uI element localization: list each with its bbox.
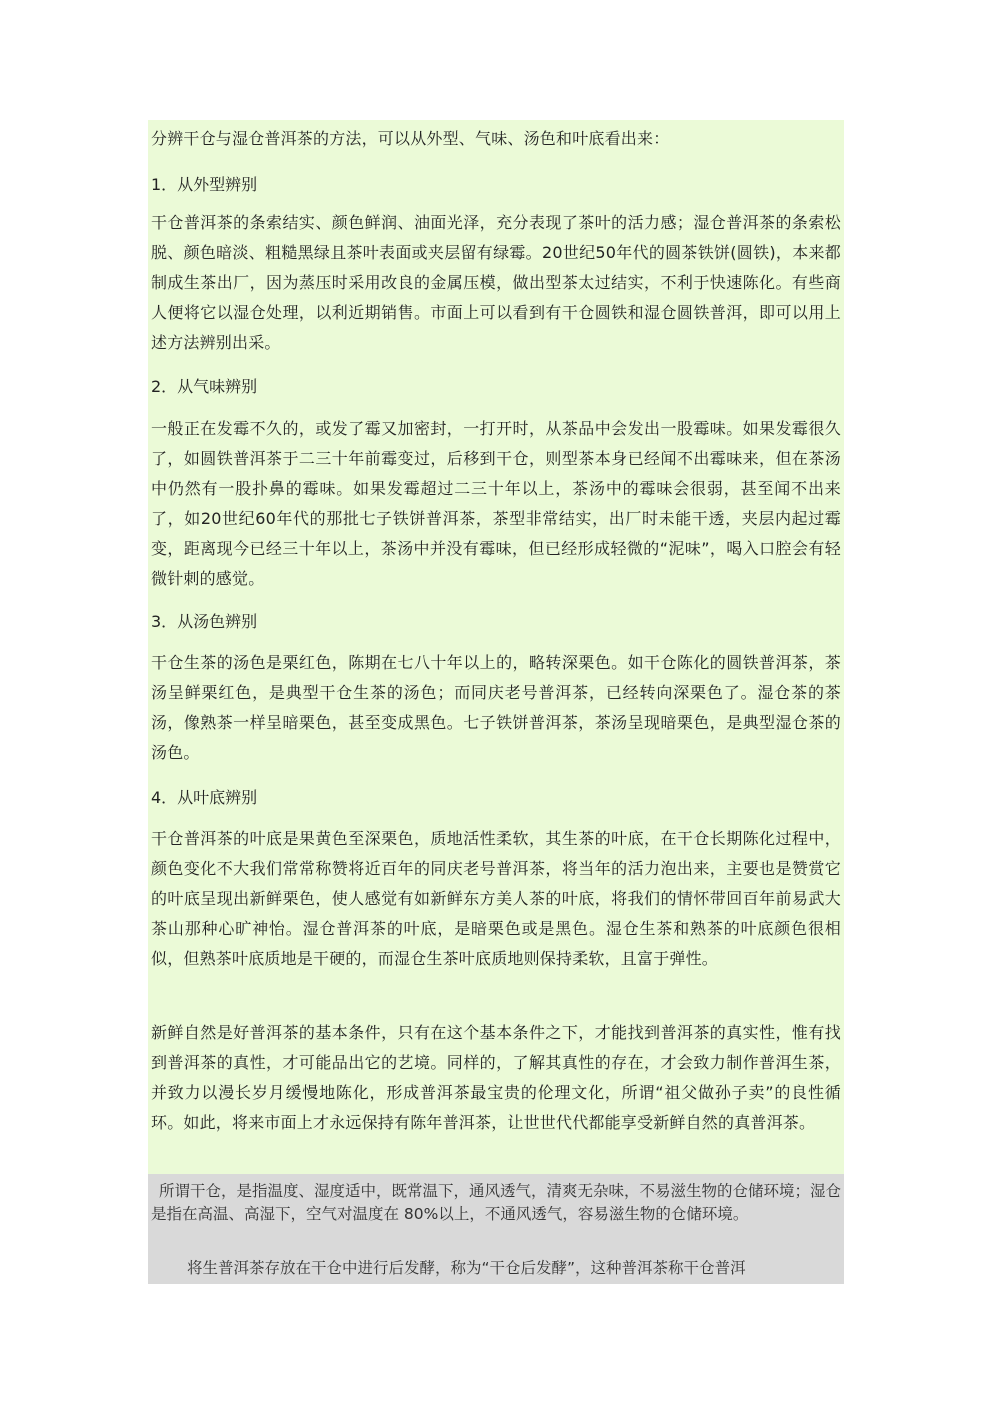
section-body-appearance: 干仓普洱茶的条索结实、颜色鲜润、油面光泽，充分表现了茶叶的活力感；湿仓普洱茶的条索松脱、颜色暗淡、粗糙黑绿且茶叶表面或夹层留有绿霉。20世纪50年代的圆茶铁饼(圆铁)，本来都制成生茶出厂，因为蒸压时采用改良的金属压模，做出型茶太过结实，不利于快速陈化。有些商人便将它以湿仓处理，以利近期销售。市面上可以看到有干仓圆铁和湿仓圆铁普洱，即可以用上述方法辨别出采。: [151, 213, 841, 352]
section-heading-leaf-base: 4．从叶底辨别: [151, 788, 258, 807]
definition-paragraph: 所谓干仓，是指温度、湿度适中，既常温下，通风透气，清爽无杂味，不易滋生物的仓储环境；湿仓是指在高温、高湿下，空气对温度在 80%以上，不通风透气，容易滋生物的仓储环境。: [151, 1182, 842, 1223]
closing-paragraph: 新鲜自然是好普洱茶的基本条件，只有在这个基本条件之下，才能找到普洱茶的真实性，惟有找到普洱茶的真性，才可能品出它的艺境。同样的，了解其真性的存在，才会致力制作普洱生茶，并致力以漫长岁月缓慢地陈化，形成普洱茶最宝贵的伦理文化，所谓“祖父做孙子卖”的良性循环。如此，将来市面上才永远保持有陈年普洱茶，让世世代代都能享受新鲜自然的真普洱茶。: [151, 1023, 841, 1132]
section-heading-liquor-color: 3．从汤色辨别: [151, 612, 258, 631]
intro-paragraph: 分辨干仓与湿仓普洱茶的方法，可以从外型、气味、汤色和叶底看出来：: [151, 129, 670, 148]
section-body-leaf-base: 干仓普洱茶的叶底是果黄色至深栗色，质地活性柔软，其生茶的叶底，在干仓长期陈化过程中，颜色变化不大我们常常称赞将近百年的同庆老号普洱茶，将当年的活力泡出来，主要也是赞赏它的叶底呈现出新鲜栗色，使人感觉有如新鲜东方美人茶的叶底，将我们的情怀带回百年前易武大茶山那种心旷神怡。湿仓普洱茶的叶底，是暗栗色或是黑色。湿仓生茶和熟茶的叶底颜色很相似，但熟茶叶底质地是干硬的，而湿仓生茶叶底质地则保持柔软，且富于弹性。: [151, 829, 841, 968]
section-heading-appearance: 1．从外型辨别: [151, 175, 258, 194]
section-heading-smell: 2．从气味辨别: [151, 377, 258, 396]
section-body-smell: 一般正在发霉不久的，或发了霉又加密封，一打开时，从茶品中会发出一股霉味。如果发霉很久了，如圆铁普洱茶于二三十年前霉变过，后移到干仓，则型茶本身已经闻不出霉味来，但在茶汤中仍然有一股扑鼻的霉味。如果发霉超过二三十年以上，茶汤中的霉味会很弱，甚至闻不出来了，如20世纪60年代的那批七子铁饼普洱茶，茶型非常结实，出厂时未能干透，夹层内起过霉变，距离现今已经三十年以上，茶汤中并没有霉味，但已经形成轻微的“泥味”，喝入口腔会有轻微针刺的感觉。: [151, 419, 841, 588]
section-body-liquor-color: 干仓生茶的汤色是栗红色，陈期在七八十年以上的，略转深栗色。如干仓陈化的圆铁普洱茶，茶汤呈鲜栗红色，是典型干仓生茶的汤色；而同庆老号普洱茶，已经转向深栗色了。湿仓茶的茶汤，像熟茶一样呈暗栗色，甚至变成黑色。七子铁饼普洱茶，茶汤呈现暗栗色，是典型湿仓茶的汤色。: [151, 653, 841, 762]
continuation-paragraph: 将生普洱茶存放在干仓中进行后发酵，称为“干仓后发酵”，这种普洱茶称干仓普洱: [187, 1259, 746, 1277]
